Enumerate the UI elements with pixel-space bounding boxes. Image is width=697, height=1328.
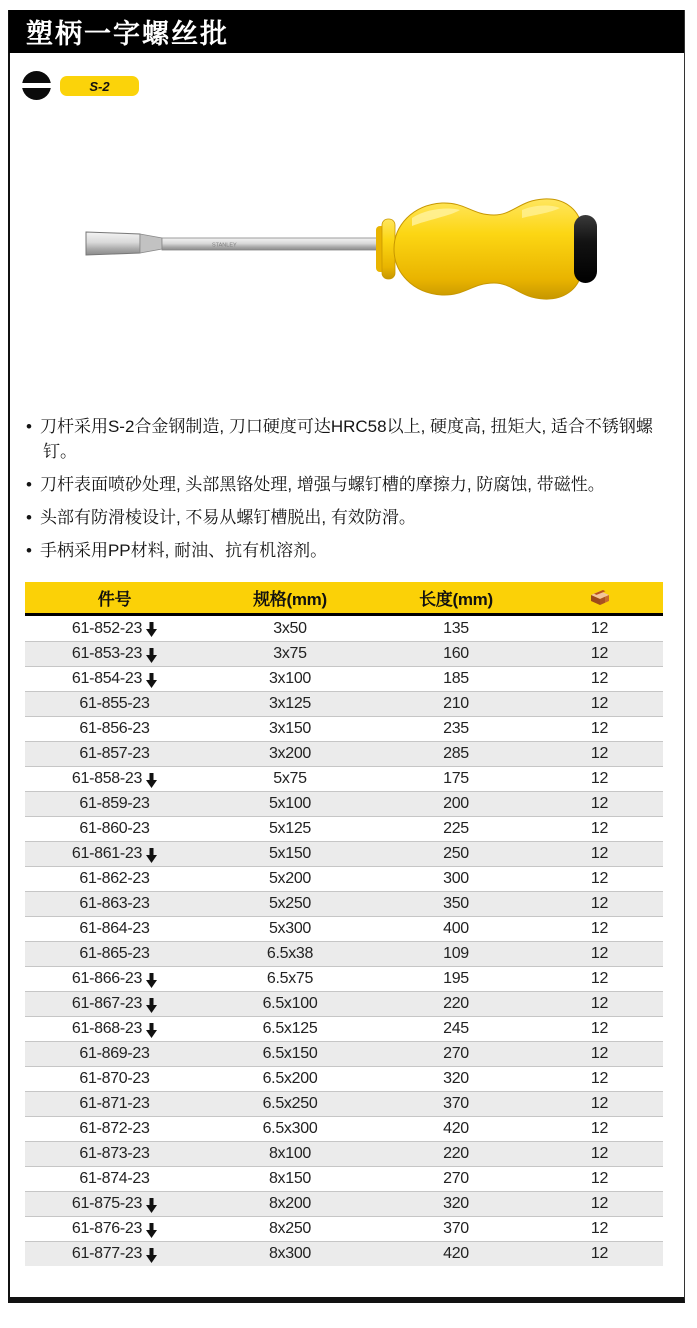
table-row — [25, 1166, 663, 1191]
table-row — [25, 716, 663, 741]
length-value: 160 — [443, 645, 469, 662]
part-number: 61-869-23 — [79, 1045, 150, 1062]
pack-quantity: 12 — [590, 770, 609, 787]
part-number: 61-876-23 — [71, 1220, 143, 1237]
pack-quantity: 12 — [590, 670, 609, 687]
spec-value: 5x75 — [273, 770, 307, 787]
length-value: 235 — [443, 720, 469, 737]
pack-quantity: 12 — [590, 1095, 609, 1112]
part-number: 61-855-23 — [79, 695, 150, 712]
spec-value: 3x100 — [268, 670, 312, 687]
down-arrow-icon — [146, 848, 157, 863]
table-row — [25, 766, 663, 791]
part-number: 61-867-23 — [71, 995, 143, 1012]
part-number: 61-856-23 — [79, 720, 150, 737]
feature-item: • 头部有防滑棱设计, 不易从螺钉槽脱出, 有效防滑。 — [26, 505, 666, 530]
table-row — [25, 641, 663, 666]
pack-quantity: 12 — [590, 845, 609, 862]
spec-value: 3x125 — [268, 695, 312, 712]
length-value: 350 — [443, 895, 469, 912]
table-row — [25, 1066, 663, 1091]
length-value: 185 — [443, 670, 469, 687]
part-number: 61-853-23 — [71, 645, 143, 662]
length-value: 220 — [443, 995, 469, 1012]
page-title: 塑柄一字螺丝批 — [26, 19, 229, 49]
down-arrow-icon — [146, 998, 157, 1013]
page-header-bar — [9, 10, 684, 53]
down-arrow-icon — [146, 1223, 157, 1238]
spec-value: 8x300 — [268, 1245, 312, 1262]
length-value: 135 — [443, 619, 469, 637]
col-header-spec: 规格(mm) — [253, 590, 327, 609]
length-value: 220 — [443, 1145, 469, 1162]
pack-quantity: 12 — [590, 920, 609, 937]
spec-value: 5x300 — [268, 920, 312, 937]
part-number: 61-860-23 — [79, 820, 150, 837]
spec-value: 3x50 — [273, 619, 307, 637]
down-arrow-icon — [146, 648, 157, 663]
table-row — [25, 816, 663, 841]
pack-quantity: 12 — [590, 945, 609, 962]
part-number: 61-852-23 — [71, 619, 143, 637]
spec-value: 5x125 — [268, 820, 312, 837]
pack-quantity: 12 — [590, 1145, 609, 1162]
spec-value: 6.5x100 — [262, 995, 318, 1012]
part-number: 61-863-23 — [79, 895, 150, 912]
table-body — [25, 616, 663, 1266]
down-arrow-icon — [146, 673, 157, 688]
shaft-brand-text: STANLEY — [212, 242, 237, 249]
down-arrow-icon — [146, 1023, 157, 1038]
table-row — [25, 1016, 663, 1041]
length-value: 175 — [443, 770, 469, 787]
spec-value: 8x150 — [268, 1170, 312, 1187]
spec-value: 3x150 — [268, 720, 312, 737]
part-number: 61-870-23 — [79, 1070, 150, 1087]
pack-quantity: 12 — [590, 1045, 609, 1062]
length-value: 270 — [443, 1045, 469, 1062]
pack-quantity: 12 — [590, 795, 609, 812]
pack-quantity: 12 — [590, 1170, 609, 1187]
length-value: 245 — [443, 1020, 469, 1037]
spec-value: 8x200 — [268, 1195, 312, 1212]
part-number: 61-877-23 — [71, 1245, 143, 1262]
table-row — [25, 916, 663, 941]
part-number: 61-857-23 — [79, 745, 150, 762]
carton-box-icon — [589, 589, 611, 606]
table-row — [25, 991, 663, 1016]
col-header-length: 长度(mm) — [419, 590, 493, 609]
spec-value: 5x100 — [268, 795, 312, 812]
table-row — [25, 1116, 663, 1141]
part-number: 61-859-23 — [79, 795, 150, 812]
down-arrow-icon — [146, 973, 157, 988]
table-row — [25, 691, 663, 716]
pack-quantity: 12 — [590, 1070, 609, 1087]
pack-quantity: 12 — [590, 645, 609, 662]
table-row — [25, 1216, 663, 1241]
part-number: 61-862-23 — [79, 870, 150, 887]
spec-value: 6.5x200 — [262, 1070, 318, 1087]
table-header-row — [25, 582, 663, 616]
part-number: 61-858-23 — [71, 770, 143, 787]
down-arrow-icon — [146, 1248, 157, 1263]
part-number: 61-872-23 — [79, 1120, 150, 1137]
part-number: 61-866-23 — [71, 970, 143, 987]
table-row — [25, 791, 663, 816]
down-arrow-icon — [146, 773, 157, 788]
feature-item: • 刀杆采用S-2合金钢制造, 刀口硬度可达HRC58以上, 硬度高, 扭矩大, 适合不锈钢螺钉。 — [26, 414, 666, 464]
length-value: 225 — [443, 820, 469, 837]
pack-quantity: 12 — [590, 1020, 609, 1037]
length-value: 320 — [443, 1070, 469, 1087]
spec-value: 6.5x250 — [262, 1095, 318, 1112]
spec-value: 5x200 — [268, 870, 312, 887]
spec-value: 6.5x75 — [266, 970, 314, 987]
spec-value: 6.5x300 — [262, 1120, 318, 1137]
part-number: 61-864-23 — [79, 920, 150, 937]
spec-value: 5x250 — [268, 895, 312, 912]
part-number: 61-873-23 — [79, 1145, 150, 1162]
length-value: 210 — [443, 695, 469, 712]
spec-value: 3x75 — [273, 645, 307, 662]
length-value: 200 — [443, 795, 469, 812]
part-number: 61-871-23 — [79, 1095, 150, 1112]
pack-quantity: 12 — [590, 1195, 609, 1212]
part-number: 61-854-23 — [71, 670, 143, 687]
part-number: 61-868-23 — [71, 1020, 143, 1037]
length-value: 420 — [443, 1120, 469, 1137]
length-value: 420 — [443, 1245, 469, 1262]
part-number: 61-874-23 — [79, 1170, 150, 1187]
spec-value: 8x100 — [268, 1145, 312, 1162]
feature-item: • 刀杆表面喷砂处理, 头部黑铬处理, 增强与螺钉槽的摩擦力, 防腐蚀, 带磁性。 — [26, 472, 666, 497]
pack-quantity: 12 — [590, 720, 609, 737]
table-row — [25, 941, 663, 966]
pack-quantity: 12 — [590, 1120, 609, 1137]
col-header-part: 件号 — [97, 590, 132, 609]
slotted-tip-icon — [22, 71, 51, 100]
table-row — [25, 841, 663, 866]
length-value: 370 — [443, 1220, 469, 1237]
pack-quantity: 12 — [590, 1245, 609, 1262]
spec-table — [25, 582, 663, 1266]
spec-value: 6.5x38 — [266, 945, 314, 962]
tip-type-badge — [60, 76, 139, 96]
feature-item: • 手柄采用PP材料, 耐油、抗有机溶剂。 — [26, 538, 666, 563]
table-row — [25, 1141, 663, 1166]
part-number: 61-865-23 — [79, 945, 150, 962]
product-image-screwdriver — [82, 188, 598, 313]
table-row — [25, 1241, 663, 1266]
length-value: 285 — [443, 745, 469, 762]
pack-quantity: 12 — [590, 1220, 609, 1237]
table-row — [25, 1041, 663, 1066]
table-row — [25, 741, 663, 766]
length-value: 370 — [443, 1095, 469, 1112]
table-row — [25, 866, 663, 891]
length-value: 109 — [443, 945, 469, 962]
table-row — [25, 891, 663, 916]
col-header-pack — [536, 582, 663, 613]
down-arrow-icon — [146, 1198, 157, 1213]
length-value: 270 — [443, 1170, 469, 1187]
spec-value: 6.5x150 — [262, 1045, 318, 1062]
pack-quantity: 12 — [590, 695, 609, 712]
pack-quantity: 12 — [590, 820, 609, 837]
length-value: 195 — [443, 970, 469, 987]
length-value: 300 — [443, 870, 469, 887]
part-number: 61-861-23 — [71, 845, 143, 862]
pack-quantity: 12 — [590, 895, 609, 912]
pack-quantity: 12 — [590, 745, 609, 762]
pack-quantity: 12 — [590, 870, 609, 887]
down-arrow-icon — [146, 622, 157, 637]
table-row — [25, 666, 663, 691]
pack-quantity: 12 — [590, 970, 609, 987]
spec-value: 8x250 — [268, 1220, 312, 1237]
part-number: 61-875-23 — [71, 1195, 143, 1212]
length-value: 400 — [443, 920, 469, 937]
table-row — [25, 966, 663, 991]
pack-quantity: 12 — [590, 995, 609, 1012]
table-row — [25, 1191, 663, 1216]
spec-value: 6.5x125 — [262, 1020, 318, 1037]
pack-quantity: 12 — [590, 619, 609, 637]
spec-value: 5x150 — [268, 845, 312, 862]
table-row — [25, 1091, 663, 1116]
length-value: 320 — [443, 1195, 469, 1212]
feature-list — [26, 414, 666, 571]
tip-type-badge-label: S-2 — [89, 78, 110, 94]
spec-value: 3x200 — [268, 745, 312, 762]
table-row — [25, 616, 663, 641]
length-value: 250 — [443, 845, 469, 862]
